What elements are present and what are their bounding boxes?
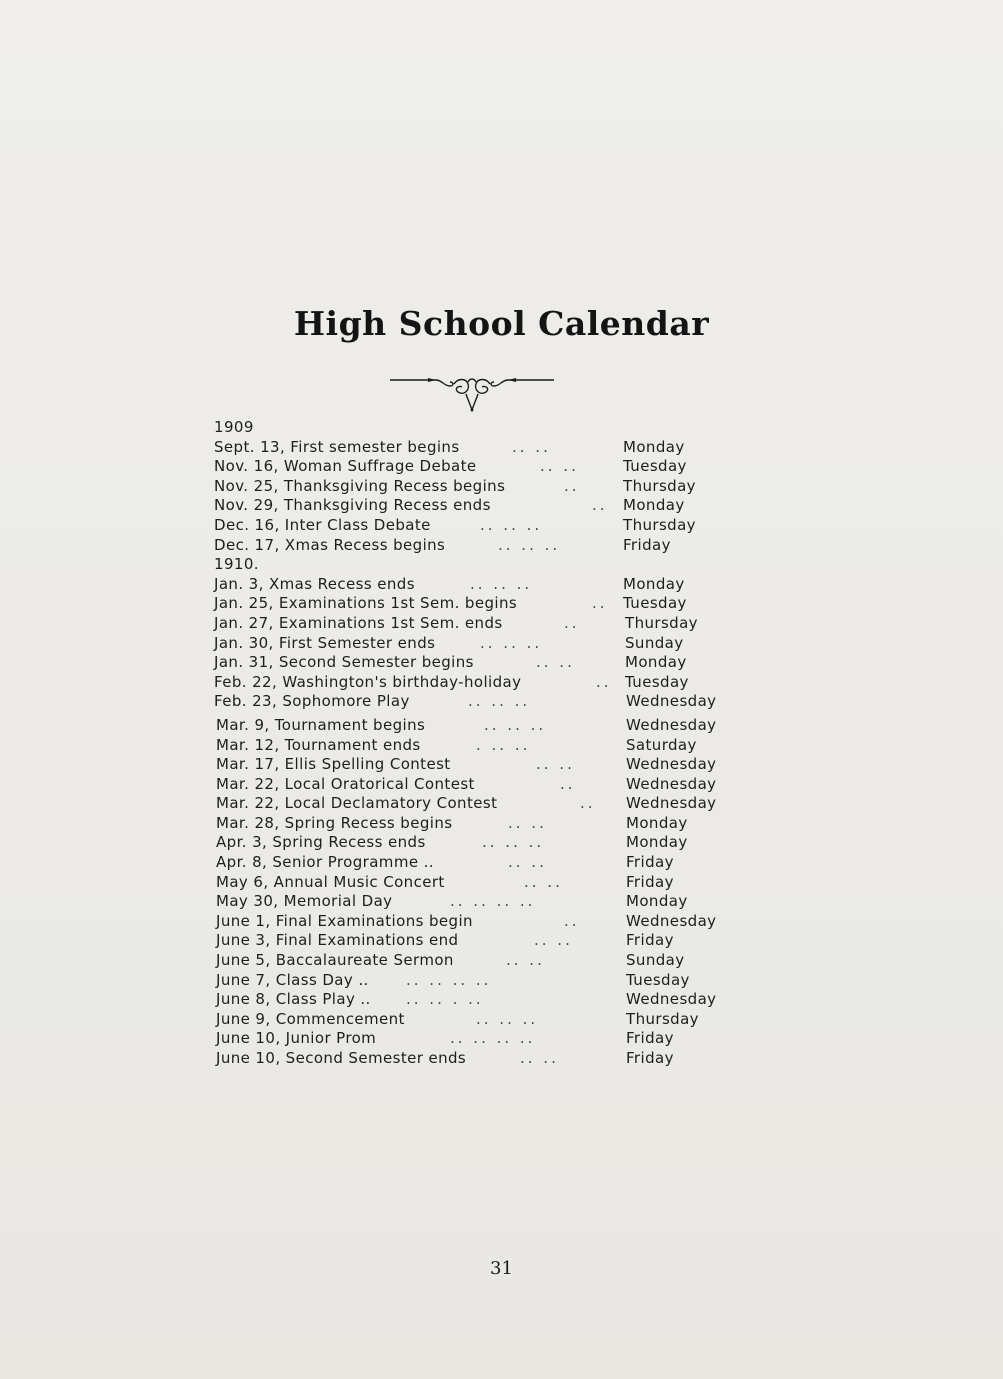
entry-day: Tuesday — [625, 672, 689, 691]
entry-leaders: .. .. .. — [468, 692, 531, 711]
entry-leaders: .. .. .. .. — [406, 970, 492, 989]
entry-day: Tuesday — [623, 457, 687, 476]
entry-day: Friday — [623, 535, 671, 554]
entry-leaders: .. .. .. .. — [450, 1029, 536, 1048]
entry-day: Monday — [623, 574, 685, 593]
entry-leaders: .. .. .. — [470, 574, 533, 593]
entry-event: Feb. 23, Sophomore Play — [214, 692, 410, 711]
calendar-entry — [214, 1029, 754, 1049]
entry-event: May 30, Memorial Day — [216, 892, 393, 911]
calendar-entry — [214, 736, 754, 756]
entry-event: Jan. 31, Second Semester begins — [214, 653, 474, 672]
entry-event: Feb. 22, Washington's birthday-holiday — [214, 672, 522, 691]
calendar-entry — [214, 990, 754, 1010]
entry-event: Jan. 3, Xmas Recess ends — [214, 574, 415, 593]
entry-event: Jan. 27, Examinations 1st Sem. ends — [214, 613, 503, 632]
calendar-entry — [214, 457, 754, 477]
entry-leaders: .. .. .. — [476, 1009, 539, 1028]
entry-event: Mar. 22, Local Oratorical Contest — [216, 774, 475, 793]
entry-event: June 7, Class Day .. — [216, 970, 369, 989]
calendar-entry — [214, 892, 754, 912]
entry-event: June 1, Final Examinations begin — [216, 911, 473, 930]
calendar-entry — [214, 575, 754, 595]
entry-leaders: .. — [592, 496, 608, 515]
calendar-entry — [214, 673, 754, 693]
entry-leaders: .. .. — [508, 813, 547, 832]
entry-leaders: .. — [564, 911, 580, 930]
calendar-entry — [214, 794, 754, 814]
entry-day: Saturday — [626, 735, 697, 754]
entry-day: Wednesday — [626, 911, 717, 930]
entry-day: Wednesday — [626, 990, 717, 1009]
entry-day: Tuesday — [623, 594, 687, 613]
calendar-entry — [214, 634, 754, 654]
entry-event: Mar. 9, Tournament begins — [216, 715, 426, 734]
entry-day: Monday — [625, 653, 687, 672]
ornament-divider-icon — [388, 374, 556, 414]
entry-leaders: .. .. .. — [480, 633, 543, 652]
entry-event: June 10, Second Semester ends — [216, 1049, 467, 1067]
entry-event: Nov. 29, Thanksgiving Recess ends — [214, 496, 491, 515]
entry-day: Friday — [626, 853, 674, 872]
calendar-entry — [214, 951, 754, 971]
entry-day: Monday — [623, 437, 685, 456]
entry-leaders: .. .. .. .. — [450, 892, 536, 911]
entry-day: Friday — [626, 931, 674, 950]
entry-day: Friday — [626, 1029, 674, 1048]
entry-day: Thursday — [623, 476, 696, 495]
calendar-entry — [214, 931, 754, 951]
entry-leaders: .. .. — [524, 872, 563, 891]
entry-event: Jan. 25, Examinations 1st Sem. begins — [214, 594, 518, 613]
entry-leaders: .. .. .. — [480, 515, 543, 534]
calendar-entry — [214, 692, 754, 712]
entry-leaders: .. .. — [506, 951, 545, 970]
entry-event: Mar. 22, Local Declamatory Contest — [216, 794, 498, 813]
entry-event: Mar. 17, Ellis Spelling Contest — [216, 755, 451, 774]
entry-day: Monday — [626, 892, 688, 911]
calendar-entry — [214, 1049, 754, 1069]
calendar-entry — [214, 536, 754, 556]
entry-day: Monday — [626, 833, 688, 852]
entry-event: Nov. 16, Woman Suffrage Debate — [214, 457, 477, 476]
entry-day: Thursday — [625, 613, 698, 632]
entry-day: Tuesday — [626, 970, 690, 989]
entry-leaders: .. — [596, 672, 612, 691]
entry-event: June 9, Commencement — [216, 1009, 405, 1028]
calendar-entry — [214, 873, 754, 893]
entry-event: June 3, Final Examinations end — [216, 931, 459, 950]
calendar-entry — [214, 653, 754, 673]
calendar-entry — [214, 1010, 754, 1030]
entry-day: Friday — [626, 1049, 674, 1067]
entry-event: June 10, Junior Prom — [216, 1029, 377, 1048]
entry-leaders: .. .. — [508, 853, 547, 872]
calendar-entry — [214, 516, 754, 536]
entry-leaders: .. — [580, 794, 596, 813]
calendar-entry — [214, 477, 754, 497]
calendar-entry — [214, 438, 754, 458]
calendar-entry — [214, 814, 754, 834]
entry-day: Monday — [626, 813, 688, 832]
entry-event: Dec. 17, Xmas Recess begins — [214, 535, 446, 554]
entry-event: Dec. 16, Inter Class Debate — [214, 515, 431, 534]
entry-event: Nov. 25, Thanksgiving Recess begins — [214, 476, 506, 495]
calendar-entry — [214, 833, 754, 853]
entry-event: June 8, Class Play .. — [216, 990, 371, 1009]
calendar-entry — [214, 496, 754, 516]
entry-leaders: .. — [564, 613, 580, 632]
calendar-entry — [214, 912, 754, 932]
entry-leaders: .. .. .. — [498, 535, 561, 554]
entry-leaders: .. .. .. — [484, 715, 547, 734]
entry-event: Apr. 8, Senior Programme .. — [216, 853, 434, 872]
calendar-entry — [214, 755, 754, 775]
entry-leaders: .. .. — [512, 437, 551, 456]
entry-day: Wednesday — [626, 755, 717, 774]
entry-day: Monday — [623, 496, 685, 515]
entry-leaders: .. — [592, 594, 608, 613]
calendar-entry — [214, 775, 754, 795]
year-heading-1909: 1909 — [214, 418, 254, 436]
entry-day: Friday — [626, 872, 674, 891]
entry-event: Jan. 30, First Semester ends — [214, 633, 436, 652]
entry-day: Thursday — [626, 1009, 699, 1028]
entry-leaders: . .. .. — [476, 735, 531, 754]
calendar-entry — [214, 594, 754, 614]
entry-day: Sunday — [625, 633, 684, 652]
entry-event: Mar. 28, Spring Recess begins — [216, 813, 453, 832]
entry-leaders: .. .. . .. — [406, 990, 484, 1009]
entry-day: Sunday — [626, 951, 685, 970]
entry-day: Wednesday — [626, 692, 717, 711]
entry-event: Sept. 13, First semester begins — [214, 437, 460, 456]
year-heading-1910: 1910. — [214, 555, 259, 574]
entry-day: Wednesday — [626, 774, 717, 793]
entry-day: Wednesday — [626, 715, 717, 734]
entry-day: Thursday — [623, 515, 696, 534]
entry-leaders: .. .. — [536, 755, 575, 774]
entry-leaders: .. .. — [536, 653, 575, 672]
entry-leaders: .. — [560, 774, 576, 793]
entry-event: June 5, Baccalaureate Sermon — [216, 951, 454, 970]
entry-event: Apr. 3, Spring Recess ends — [216, 833, 426, 852]
calendar-entry — [214, 716, 754, 736]
entry-leaders: .. .. — [534, 931, 573, 950]
entry-leaders: .. — [564, 476, 580, 495]
entry-leaders: .. .. .. — [482, 833, 545, 852]
entry-leaders: .. .. — [540, 457, 579, 476]
calendar-list — [214, 418, 754, 1069]
entry-event: May 6, Annual Music Concert — [216, 872, 445, 891]
entry-leaders: .. .. — [520, 1049, 559, 1067]
calendar-entry — [214, 853, 754, 873]
page-number: 31 — [490, 1258, 513, 1279]
calendar-entry — [214, 614, 754, 634]
entry-day: Wednesday — [626, 794, 717, 813]
calendar-entry — [214, 971, 754, 991]
page-title: High School Calendar — [293, 304, 710, 343]
entry-event: Mar. 12, Tournament ends — [216, 735, 421, 754]
